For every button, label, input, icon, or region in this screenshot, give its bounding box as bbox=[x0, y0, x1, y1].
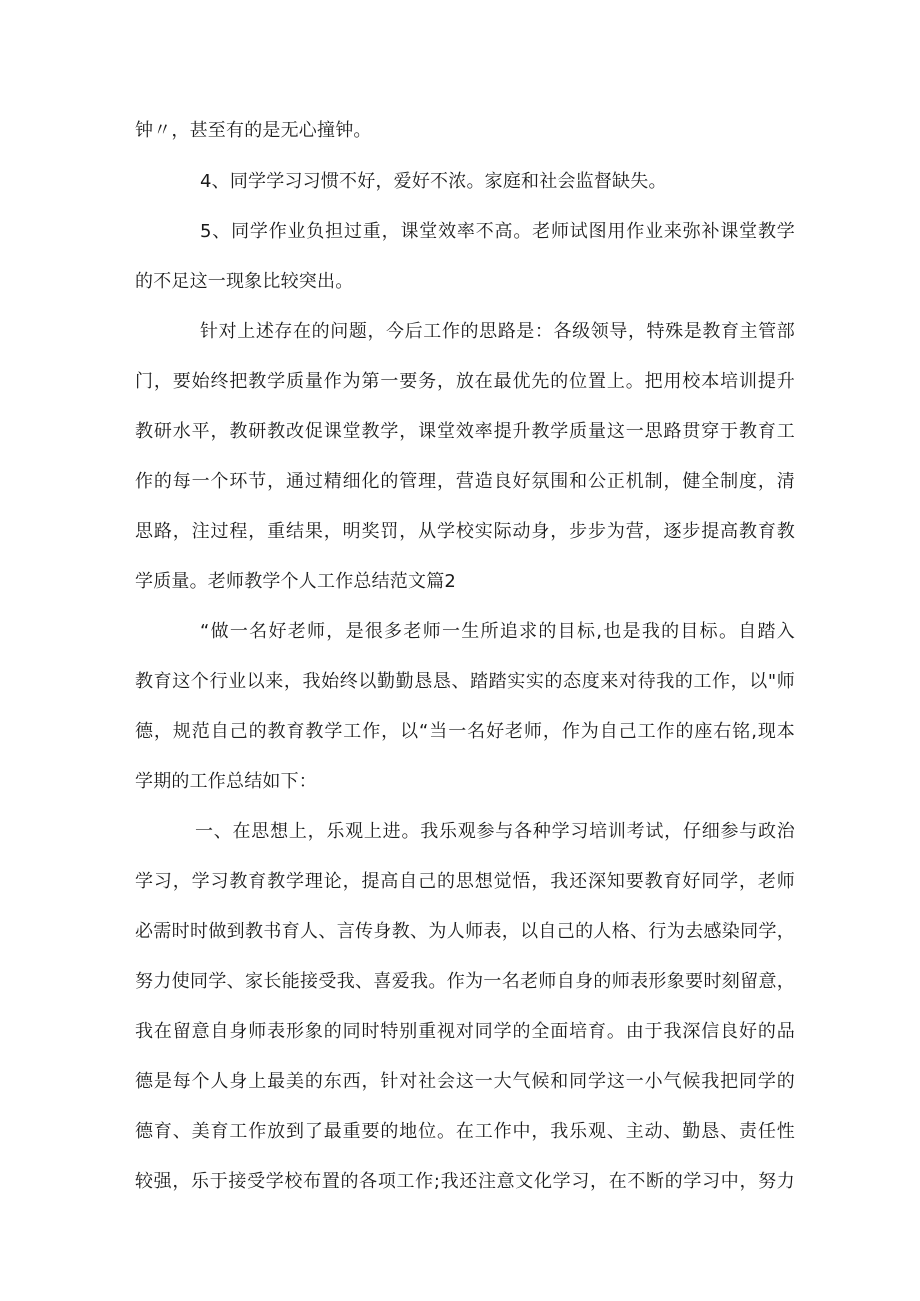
text-line: 一、在思想上，乐观上进。我乐观参与各种学习培训考试，仔细参与政治 bbox=[195, 821, 795, 842]
text-line: 作的每一个环节，通过精细化的管理，营造良好氛围和公正机制，健全制度，清 bbox=[135, 471, 795, 492]
text-line: 德育、美育工作放到了最重要的地位。在工作中，我乐观、主动、勤恳、责任性 bbox=[135, 1121, 795, 1142]
text-line: 努力使同学、家长能接受我、喜爱我。作为一名老师自身的师表形象要时刻留意， bbox=[135, 971, 795, 992]
text-line: 学质量。老师教学个人工作总结范文篇2 bbox=[135, 571, 457, 592]
text-line: 教育这个行业以来，我始终以勤勤恳恳、踏踏实实的态度来对待我的工作，以"师 bbox=[135, 671, 795, 692]
text-line: 门，要始终把教学质量作为第一要务，放在最优先的位置上。把用校本培训提升 bbox=[135, 371, 795, 392]
text-line: 5、同学作业负担过重，课堂效率不高。老师试图用作业来弥补课堂教学 bbox=[200, 221, 795, 242]
text-line: 德是每个人身上最美的东西，针对社会这一大气候和同学这一小气候我把同学的 bbox=[135, 1071, 795, 1092]
text-line: 我在留意自身师表形象的同时特别重视对同学的全面培育。由于我深信良好的品 bbox=[135, 1021, 795, 1042]
text-line: 教研水平，教研教改促课堂教学，课堂效率提升教学质量这一思路贯穿于教育工 bbox=[135, 421, 795, 442]
text-line: “做一名好老师，是很多老师一生所追求的目标,也是我的目标。自踏入 bbox=[200, 621, 795, 642]
text-line: 学期的工作总结如下： bbox=[135, 771, 317, 792]
text-line: 的不足这一现象比较突出。 bbox=[135, 271, 354, 292]
text-line: 钟〃，甚至有的是无心撞钟。 bbox=[135, 120, 372, 141]
text-line: 学习，学习教育教学理论，提高自己的思想觉悟，我还深知要教育好同学，老师 bbox=[135, 871, 795, 892]
text-line: 针对上述存在的问题，今后工作的思路是：各级领导，特殊是教育主管部 bbox=[200, 321, 795, 342]
text-line: 4、同学学习习惯不好，爱好不浓。家庭和社会监督缺失。 bbox=[200, 171, 667, 192]
text-line: 思路，注过程，重结果，明奖罚，从学校实际动身，步步为营，逐步提高教育教 bbox=[135, 521, 795, 542]
text-line: 德，规范自己的教育教学工作，以“当一名好老师，作为自己工作的座右铭,现本 bbox=[135, 721, 795, 742]
text-line: 必需时时做到教书育人、言传身教、为人师表，以自己的人格、行为去感染同学， bbox=[135, 921, 795, 942]
text-line: 较强，乐于接受学校布置的各项工作;我还注意文化学习，在不断的学习中，努力 bbox=[135, 1171, 795, 1192]
